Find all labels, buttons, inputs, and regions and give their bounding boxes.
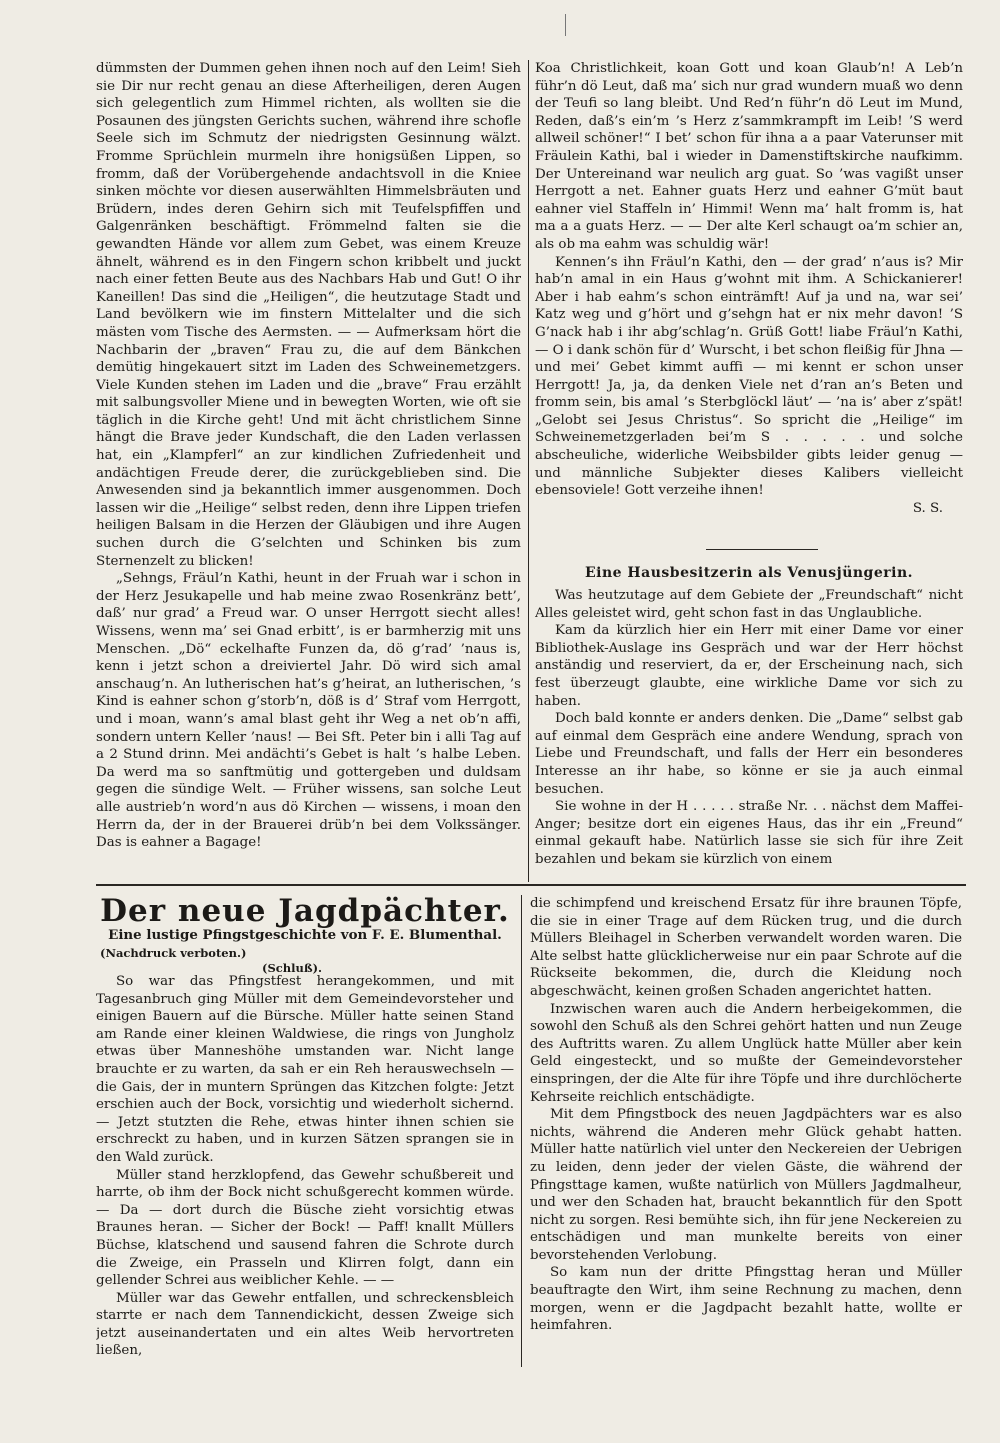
story-subtitle: Eine lustige Pfingstgeschichte von F. E. Blumenthal.: [108, 927, 502, 943]
article-heilige-part2: [535, 60, 963, 542]
paragraph: Inzwischen waren auch die Andern herbeigekommen, die sowohl den Schuß als den Schrei gehört hatten und nun Zeuge des Auftritts waren. Zu allem Unglück hatte Müller aber kein Geld eingesteckt, und so mußte der Gemeindevorsteher einspringen, der die Alte für ihre Töpfe und ihre durchlöcherte Kehrseite reichlich entschädigte.: [530, 1001, 962, 1105]
paragraph: Sie wohne in der H . . . . . straße Nr. . . nächst dem Maffei-Anger; besitze dort ein eigenes Haus, das ihr ein „Freund“ einmal gekauft habe. Natürlich lasse sie sich für ihre Zeit bezahlen und bekam sie kürzlich von einem: [535, 799, 963, 867]
paragraph: dümmsten der Dummen gehen ihnen noch auf den Leim! Sieh sie Dir nur recht genau an diese Afterheiligen, deren Augen sich gelegentlich zum Himmel richten, als wollten sie die Posaunen des jüngsten Gerichts suchen, während ihre schofle Seele sich im Schmutz der niedrigsten Gesinnung wälzt. Fromme Sprüchlein murmeln ihre honigsüßen Lippen, so fromm, daß der Vorübergehende andachtsvoll in die Kniee sinken möchte vor diesen auserwählten Himmelsbräuten und Brüdern, indes deren Gehirn sich mit Teufelspfiffen und Galgenränken beschäftigt. Frömmelnd falten sie die gewandten Hände vor allem zum Gebet, was einem Kreuze ähnelt, während es in den Fingern schon kribbelt und juckt nach einer fetten Beute aus des Nachbars Hab und Gut! O ihr Kaneillen! Das sind die „Heiligen“, die heutzutage Stadt und Land bevölkern wie im finstern Mittelalter und die sich mästen vom Tische des Aermsten. — — Aufmerksam hört die Nachbarin der „braven“ Frau zu, die auf dem Bänkchen demütig hingekauert sitzt im Laden des Schweinemetzgers. Viele Kunden stehen im Laden und die „brave“ Frau erzählt mit salbungsvoller Miene und in bewegten Worten, wie oft sie täglich in die Kirche geht! Und mit ächt christlichem Sinne hängt die Brave jeder Kundschaft, die den Laden verlassen hat, ein „Klampferl“ an zur kindlichen Zufriedenheit und andächtigen Freude derer, die zurückgeblieben sind. Die Anwesenden sind ja bekanntlich immer ausgenommen. Doch lassen wir die „Heilige“ selbst reden, denn ihre Lippen triefen heiligen Balsam in die Herzen der Gläubigen und ihre Augen suchen durch die G’selchten und Schinken bis zum Sternenzelt zu blicken!: [96, 61, 521, 569]
paragraph: Kam da kürzlich hier ein Herr mit einer Dame vor einer Bibliothek-Auslage ins Gespräch und war der Herr höchst anständig und reserviert, da er, der Erscheinung nach, sich fest überzeugt glaubte, eine wirkliche Dame vor sich zu haben.: [535, 623, 963, 709]
column-rule-top: [528, 60, 529, 882]
article-heilige-part1: [96, 60, 521, 882]
article-hausbesitzerin: [535, 587, 963, 885]
paragraph: Kennen’s ihn Fräul’n Kathi, den — der grad’ n’aus is? Mir hab’n amal in ein Haus g’wohnt mit ihm. A Schickanierer! Aber i hab eahm’s schon einträmft! Auf ja und na, war sei’ Katz weg und g’hört und g’sehgn hat er nix mehr davon! ’S G’nack hab i ihr abg’schlag’n. Grüß Gott! liabe Fräul’n Kathi, — O i dank schön für d’ Wurscht, i bet schon fleißig für Jhna — und mei’ Gebet kimmt auffi — mi kennt er schon unser Herrgott! Ja, ja, da denken Viele net d’ran an’s Beten und fromm sein, bis amal ’s Sterbglöckl läut’ — ’na is’ aber z’spät! „Gelobt sei Jesus Christus“. So spricht die „Heilige“ im Schweinemetzgerladen bei’m S . . . . . und solche abscheuliche, widerliche Weibsbilder gibts leider genug — und männliche Subjekter dieses Kalibers vielleicht ebensoviele! Gott verzeihe ihnen!: [535, 254, 963, 499]
page-edge-mark: [565, 14, 566, 36]
paragraph: „Sehngs, Fräul’n Kathi, heunt in der Fruah war i schon in der Herz Jesukapelle und hab meine zwao Rosenkränz bett’, daß’ nur grad’ a Freud war. O unser Herrgott siecht alles! Wissens, wenn ma’ sei Gnad erbitt’, is er barmherzig mit uns Menschen. „Dö“ eckelhafte Funzen da, dö g’rad’ ’naus is, kenn i jetzt schon a dreiviertel Jahr. Dö wird sich amal anschaug’n. An lutherischen hat’s g’heirat, an lutherischen, ’s Kind is eahner schon g’storb’n, döß is d’ Straf vom Herrgott, und i moan, wann’s amal blast geht ihr Weg a net ob’n affi, sondern untern Keller ’naus! — Bei Sft. Peter bin i alli Tag auf a 2 Stund drinn. Mei andächti’s Gebet is halt ’s halbe Leben. Da werd ma so sanftmütig und gottergeben und duldsam gegen die sündige Welt. — Früher wissens, san solche Leut alle austrieb’n word’n aus dö Kirchen — wissens, i moan den Herrn da, der in der Brauerei drüb’n bei dem Volkssänger. Das is eahner a Bagage!: [96, 571, 521, 851]
story-column-left: [96, 973, 514, 1391]
article-signature: S. S.: [912, 500, 943, 516]
paragraph: Müller war das Gewehr entfallen, und schreckensbleich starrte er nach dem Tannendickicht, dessen Zweige sich jetzt auseinandertaten und ein altes Weib hervortreten ließen,: [96, 1290, 514, 1359]
paragraph: Koa Christlichkeit, koan Gott und koan Glaub’n! A Leb’n führ’n dö Leut, daß ma’ sich nur grad wundern muaß wo denn der Teufi so lang bleibt. Und Red’n führ’n dö Leut im Mund, Reden, daß’s ein’m ’s Herz z’sammkrampft im Leib! ’S werd allweil schöner!“ I bet’ schon für ihna a a paar Vaterunser mit Fräulein Kathi, bal i wieder in Damenstiftskirche naufkimm. Der Untereinand war neulich arg guat. So ’was vagißt unser Herrgott a net. Eahner guats Herz und eahner G’müt baut eahner viel Staffeln in’ Himmi! Wenn ma’ halt fromm is, hat ma a a guats Herz. — — Der alte Kerl schaugt oa’m schier an, als ob ma eahm was schuldig wär!: [535, 61, 963, 252]
story-column-right: [530, 895, 962, 1365]
paragraph: Doch bald konnte er anders denken. Die „Dame“ selbst gab auf einmal dem Gespräch eine andere Wendung, sprach von Liebe und Freundschaft, und falls der Herr ein besonderes Interesse an ihr habe, so könne er sie ja auch einmal besuchen.: [535, 711, 963, 797]
article-title-hausbesitzerin: Eine Hausbesitzerin als Venusjüngerin.: [584, 565, 913, 581]
continuation-label: (Schluß).: [262, 961, 323, 975]
paragraph: Was heutzutage auf dem Gebiete der „Freundschaft“ nicht Alles geleistet wird, geht schon fast in das Unglaubliche.: [535, 588, 963, 621]
paragraph: Mit dem Pfingstbock des neuen Jagdpächters war es also nichts, während die Anderen mehr Glück gehabt hatten. Müller hatte natürlich viel unter den Neckereien der Uebrigen zu leiden, denn jeder der vielen Gäste, die während der Pfingsttage kamen, wußte natürlich von Müllers Jagdmalheur, und wer den Schaden hat, braucht bekanntlich für den Spott nicht zu sorgen. Resi bemühte sich, ihn für jene Neckereien zu entschädigen und man munkelte bereits von einer bevorstehenden Verlobung.: [530, 1107, 962, 1263]
paragraph: die schimpfend und kreischend Ersatz für ihre braunen Töpfe, die sie in einer Trage auf dem Rücken trug, und die durch Müllers Bleihagel in Scherben verwandelt worden waren. Die Alte selbst hatte glücklicherweise nur ein paar Schrote auf die Rückseite bekommen, die, durch die Kleidung noch abgeschwächt, keinen großen Schaden angerichtet hatten.: [530, 896, 962, 999]
reprint-notice: (Nachdruck verboten.): [100, 946, 247, 960]
paragraph: So kam nun der dritte Pfingsttag heran und Müller beauftragte den Wirt, ihm seine Rechnung zu machen, denn morgen, wenn er die Jagdpacht bezahlt hatte, wollte er heimfahren.: [530, 1265, 962, 1334]
article-end-rule: [706, 549, 818, 550]
paragraph: So war das Pfingstfest herangekommen, und mit Tagesanbruch ging Müller mit dem Gemeindevorsteher und einigen Bauern auf die Bürsche. Müller hatte seinen Stand am Rande einer kleinen Waldwiese, die rings von Jungholz etwas über Manneshöhe umstanden war. Nicht lange brauchte er zu warten, da sah er ein Reh herauswechseln — die Gais, der in muntern Sprüngen das Kitzchen folgte: Jetzt erschien auch der Bock, vorsichtig und wiederholt sichernd. — Jetzt stutzten die Rehe, etwas hinter ihnen schien sie erschreckt zu haben, und in kurzen Sätzen sprangen sie in den Wald zurück.: [96, 974, 514, 1165]
paragraph: Müller stand herzklopfend, das Gewehr schußbereit und harrte, ob ihm der Bock nicht schußgerecht kommen würde. — Da — dort durch die Büsche zieht vorsichtig etwas Braunes heran. — Sicher der Bock! — Paff! knallt Müllers Büchse, klatschend und sausend fahren die Schrote durch die Zweige, ein Prasseln und Klirren folgt, dann ein gellender Schrei aus weiblicher Kehle. — —: [96, 1167, 514, 1289]
column-rule-bottom: [521, 895, 522, 1367]
story-title: Der neue Jagdpächter.: [100, 893, 510, 929]
